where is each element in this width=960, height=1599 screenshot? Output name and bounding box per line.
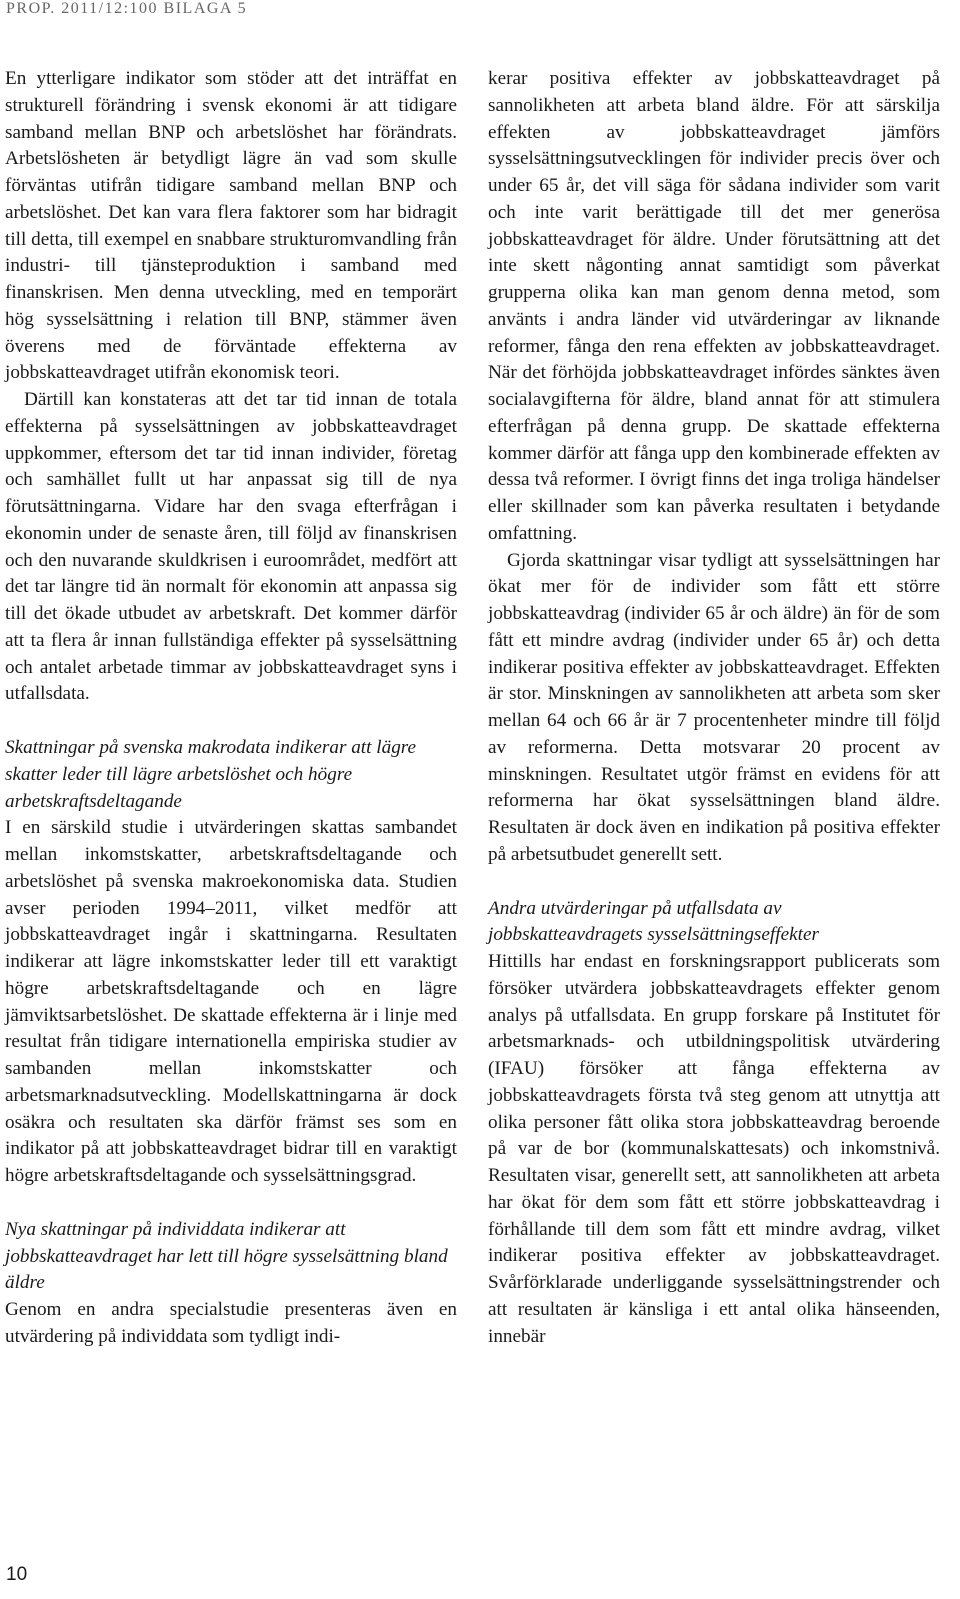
running-header: PROP. 2011/12:100 BILAGA 5 — [6, 0, 248, 17]
paragraph: kerar positiva effekter av jobbskatteavdraget på sannolikheten att arbeta bland äldre. För att särskilja effekten av jobbskatteavdraget jämförs sysselsättningsutvecklingen för individer precis över och under 65 år, det vill säga för sådana individer som varit och inte varit berättigade till det mer generösa jobbskatteavdraget för äldre. Under förutsättning att det inte skett någonting annat samtidigt som påverkat grupperna olika kan man genom denna metod, som använts i andra länder vid utvärderingar av liknande reformer, fånga den rena effekten av jobbskatteavdraget. När det förhöjda jobbskatteavdraget infördes sänktes även socialavgifterna för äldre, bland annat för att stimulera efterfrågan på denna grupp. De skattade effekterna kommer därför att fånga upp den kombinerade effekten av dessa två reformer. I övrigt finns det inga troliga händelser eller skillnader som kan påverka resultaten i betydande omfattning. — [488, 68, 940, 544]
section-heading: Skattningar på svenska makrodata indikerar att lägre skatter leder till lägre arbetslöshet och högre arbetskraftsdeltagande — [5, 737, 417, 812]
left-column — [5, 66, 457, 1351]
paragraph: Därtill kan konstateras att det tar tid innan de totala effekterna på sysselsättningen av jobbskatteavdraget uppkommer, eftersom det tar tid innan individer, företag och samhället fullt ut har anpassat sig till de nya förutsättningarna. Vidare har den svaga efterfrågan i ekonomin under de senaste åren, till följd av finanskrisen och den nuvarande skuldkrisen i euroområdet, medfört att det tar längre tid än normalt för ekonomin att anpassa sig till det ökade utbudet av arbetskraft. Det kommer därför att ta flera år innan fullständiga effekter på sysselsättning och antalet arbetade timmar av jobbskatteavdraget syns i utfallsdata. — [5, 389, 457, 705]
paragraph: Genom en andra specialstudie presenteras även en utvärdering på individdata som tydligt indi- — [5, 1299, 457, 1347]
right-column — [488, 66, 940, 1350]
paragraph: Hittills har endast en forskningsrapport publicerats som försöker utvärdera jobbskatteavdragets effekter genom analys på utfallsdata. En grupp forskare på Institutet för arbetsmarknads- och utbildningspolitisk utvärdering (IFAU) försöker att fånga effekterna av jobbskatteavdragets första två steg genom att utnyttja att olika personer fått olika stora jobbskatteavdrag beroende på var de bor (kommunalskattesats) och inkomstnivå. Resultaten visar, generellt sett, att sannolikheten att arbeta har ökat för dem som fått ett större jobbskatteavdrag i förhållande till dem som fått ett mindre avdrag, vilket indikerar positiva effekter av jobbskatteavdraget. Svårförklarade underliggande sysselsättningstrender och att resultaten är känsliga i ett antal olika hänseenden, innebär — [488, 951, 940, 1347]
paragraph: I en särskild studie i utvärderingen skattas sambandet mellan inkomstskatter, arbetskraftsdeltagande och arbetslöshet på svenska makroekonomiska data. Studien avser perioden 1994–2011, vilket medför att jobbskatteavdraget ingår i skattningarna. Resultaten indikerar att lägre inkomstskatter leder till ett varaktigt högre arbetskraftsdeltagande och en lägre jämviktsarbetslöshet. De skattade effekterna är i linje med resultat från tidigare internationella empiriska studier av sambanden mellan inkomstskatter och arbetsmarknadsutveckling. Modellskattningarna är dock osäkra och resultaten ska därför främst ses som en indikator på att jobbskatteavdraget bidrar till en varaktigt högre arbetskraftsdeltagande och sysselsättningsgrad. — [5, 817, 457, 1186]
paragraph: En ytterligare indikator som stöder att det inträffat en strukturell förändring i svensk ekonomi är att tidigare samband mellan BNP och arbetslöshet har förändrats. Arbetslösheten är betydligt lägre än vad som skulle förväntas utifrån tidigare samband mellan BNP och arbetslöshet. Det kan vara flera faktorer som har bidragit till detta, till exempel en snabbare strukturomvandling från industri- till tjänsteproduktion i samband med finanskrisen. Men denna utveckling, med en temporärt hög sysselsättning i relation till BNP, stämmer även överens med de förväntade effekterna av jobbskatteavdraget utifrån ekonomisk teori. — [5, 68, 457, 384]
paragraph: Gjorda skattningar visar tydligt att sysselsättningen har ökat mer för de individer som fått ett större jobbskatteavdrag (individer 65 år och äldre) än för de som fått ett mindre avdrag (individer under 65 år) och detta indikerar positiva effekter av jobbskatteavdraget. Effekten är stor. Minskningen av sannolikheten att arbeta som sker mellan 64 och 66 år är 7 procentenheter mindre till följd av reformerna. Detta motsvarar 20 procent av minskningen. Resultatet utgör främst en evidens för att reformerna har ökat sysselsättningen bland äldre. Resultaten är dock även en indikation på positiva effekter på arbetsutbudet generellt sett. — [488, 549, 940, 865]
section-heading: Andra utvärderingar på utfallsdata av jobbskatteavdragets sysselsättningseffekter — [488, 897, 819, 946]
page-number: 10 — [6, 1564, 28, 1585]
section-heading: Nya skattningar på individdata indikerar att jobbskatteavdraget har lett till högre sysselsättning bland äldre — [5, 1218, 448, 1294]
